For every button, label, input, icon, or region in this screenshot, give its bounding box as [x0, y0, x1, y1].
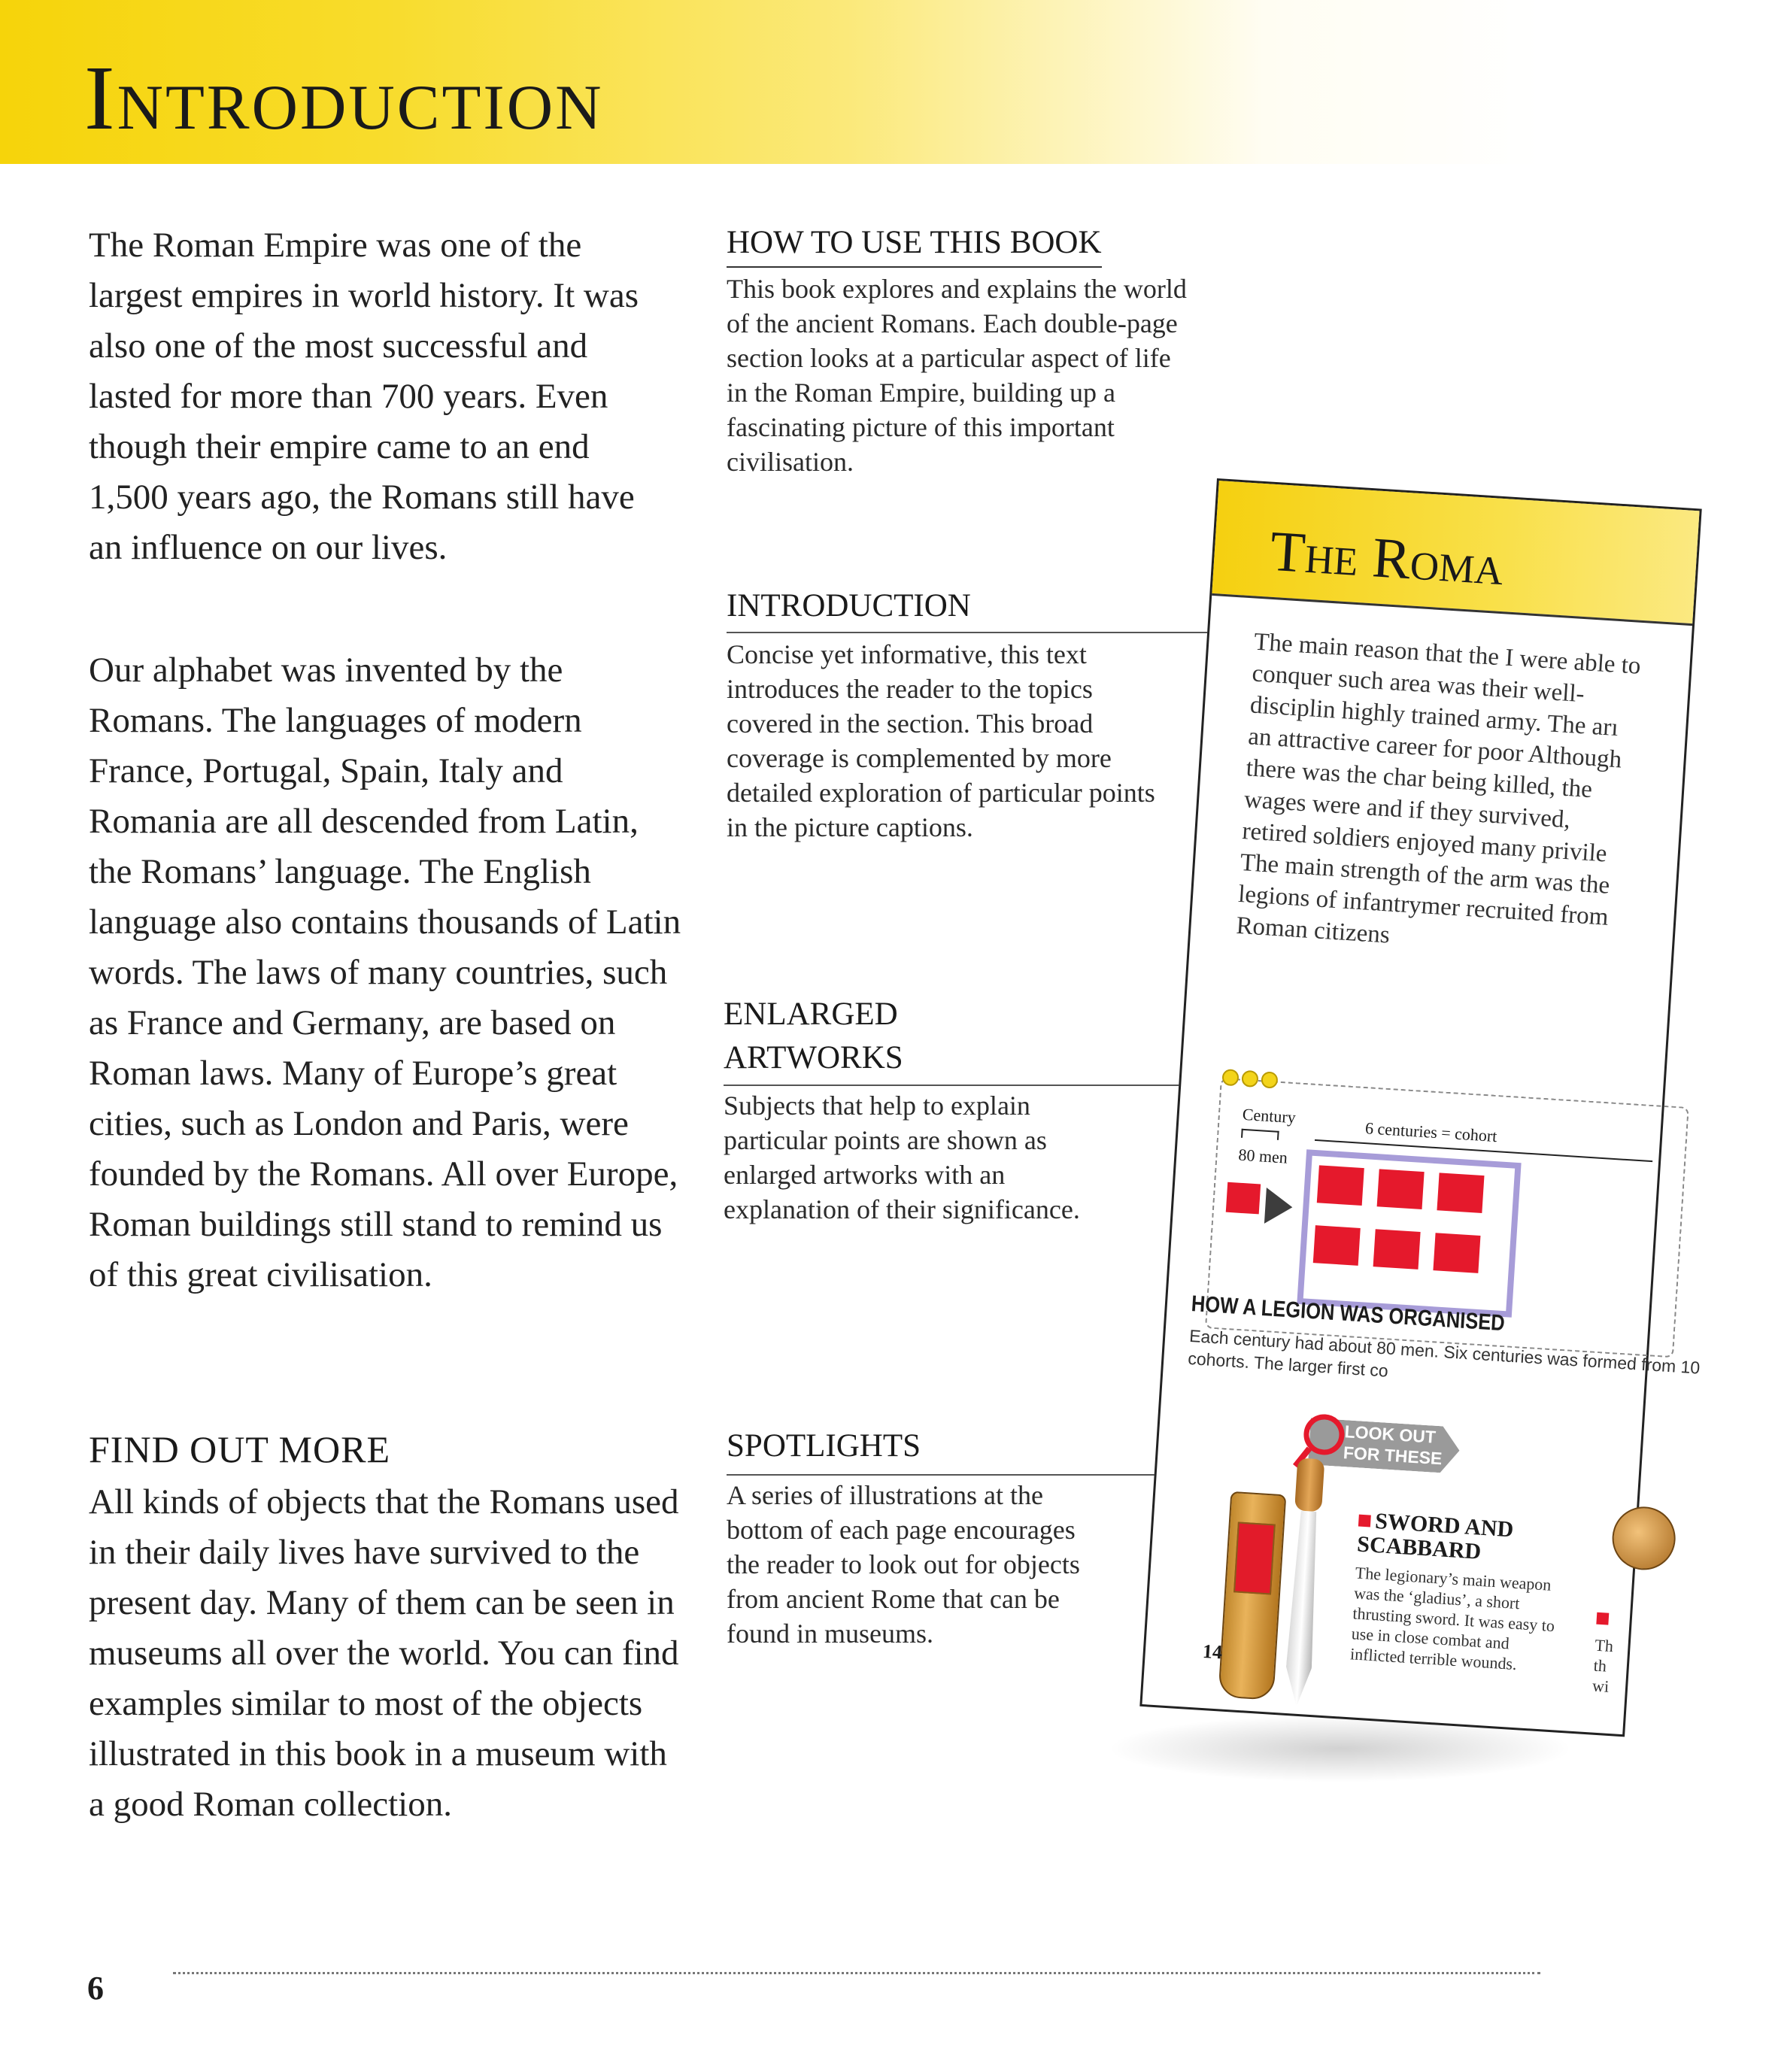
find-out-more-text: All kinds of objects that the Romans used in their daily lives have survived to the present day. Many of them can be seen in museums all over the world. You can find examples similar to most of the objects illustrated in this book in a museum with a good Roman collection. [89, 1482, 679, 1824]
century-square [1317, 1165, 1364, 1206]
how-to-use-text: This book explores and explains the world of the ancient Romans. Each double-page section looks at a particular aspect of life in the Roman Empire, building up a fascinating picture of this important civilisation. [727, 274, 1187, 477]
scabbard-red-panel [1233, 1521, 1276, 1594]
enlarged-artworks-leader-line [724, 1085, 1235, 1086]
badge-text-line-2: FOR THESE [1343, 1443, 1443, 1469]
enlarged-artworks-heading: ENLARGED ARTWORKS [724, 997, 903, 1075]
inset-page-number: 14 [1202, 1640, 1223, 1664]
century-square [1433, 1233, 1480, 1273]
inset-page-preview [1139, 478, 1701, 1737]
inset-intro-text: The main reason that the I were able to conquer such area was their well-disciplin highly trained army. The arı an attractive career for poor Although there was the char being killed, the wages were and if they survived, retired soldiers enjoyed many privile The main strength of the arm was the legions of infantrymer recruited from Roman citizens [1235, 628, 1642, 949]
inset-diagram-dots [1221, 1069, 1282, 1093]
red-bullet-icon [1596, 1612, 1609, 1625]
spotlights-heading: SPOTLIGHTS [727, 1428, 921, 1464]
intro-paragraph-2: Our alphabet was invented by the Romans. The languages of modern France, Portugal, Spain, Italy and Romania are all descended from Latin, the Romans’ language. The English language also contains thousands of Latin words. The laws of many countries, such as France and Germany, are based on Roman laws. Many of Europe’s great cities, such as London and Paris, were founded by the Romans. All over Europe, Roman buildings still stand to remind us of this great civilisation. [89, 651, 681, 1294]
page-title: Introduction [84, 47, 604, 149]
coin-illustration [1610, 1505, 1677, 1572]
century-square [1313, 1225, 1361, 1266]
century-square [1437, 1173, 1484, 1213]
spotlights-text: A series of illustrations at the bottom of each page encourages the reader to look out for objects from ancient Rome that can be found in museums. [727, 1480, 1080, 1649]
sword-caption-text: The legionary’s main weapon was the ‘gladius’, a short thrusting sword. It was easy to use in close combat and inflicted terrible wounds. [1349, 1563, 1555, 1674]
badge-text-line-1: LOOK OUT [1343, 1421, 1437, 1447]
century-square [1377, 1169, 1425, 1209]
inset-page-title: The Roma [1268, 519, 1506, 598]
sword-hilt-illustration [1294, 1458, 1324, 1512]
yellow-dot [1221, 1069, 1239, 1086]
century-square [1373, 1229, 1421, 1270]
intro-paragraph-1: The Roman Empire was one of the largest empires in world history. It was also one of the most successful and lasted for more than 700 years. Even though their empire came to an end 1,500 years ago, the Romans still have an influence on our lives. [89, 226, 639, 567]
inset-diagram-title: HOW A LEGION WAS ORGANISED [1190, 1291, 1506, 1336]
sword-blade-illustration [1284, 1510, 1321, 1707]
century-square [1226, 1182, 1261, 1215]
next-caption-fragment: Th th wi [1591, 1635, 1614, 1696]
sword-caption-title-text: SWORD AND SCABBARD [1356, 1508, 1515, 1564]
cohort-box [1297, 1149, 1521, 1318]
find-out-more-heading: FIND OUT MORE [89, 1428, 390, 1470]
introduction-leader-line [727, 632, 1270, 633]
how-to-use-heading: HOW TO USE THIS BOOK [727, 221, 1102, 268]
inset-century-label: Century [1242, 1104, 1297, 1127]
arrow-right-icon [1264, 1188, 1294, 1225]
yellow-dot [1261, 1071, 1278, 1088]
page-number: 6 [87, 1970, 104, 2007]
yellow-dot [1241, 1070, 1258, 1088]
inset-cohort-label: 6 centuries = cohort [1364, 1118, 1498, 1146]
sword-caption-title [1356, 1509, 1555, 1569]
inset-men-label: 80 men [1237, 1145, 1288, 1167]
footer-dotted-rule [173, 1972, 1540, 1974]
inset-diagram-caption: Each century had about 80 men. Six centuries was formed from 10 cohorts. The larger first co [1187, 1325, 1701, 1381]
introduction-callout-heading: INTRODUCTION [727, 588, 971, 623]
enlarged-artworks-text: Subjects that help to explain particular points are shown as enlarged artworks with an explanation of their significance. [724, 1091, 1080, 1224]
introduction-callout-text: Concise yet informative, this text introduces the reader to the topics covered in the section. This broad coverage is complemented by more detailed exploration of particular points in the picture captions. [727, 639, 1155, 842]
